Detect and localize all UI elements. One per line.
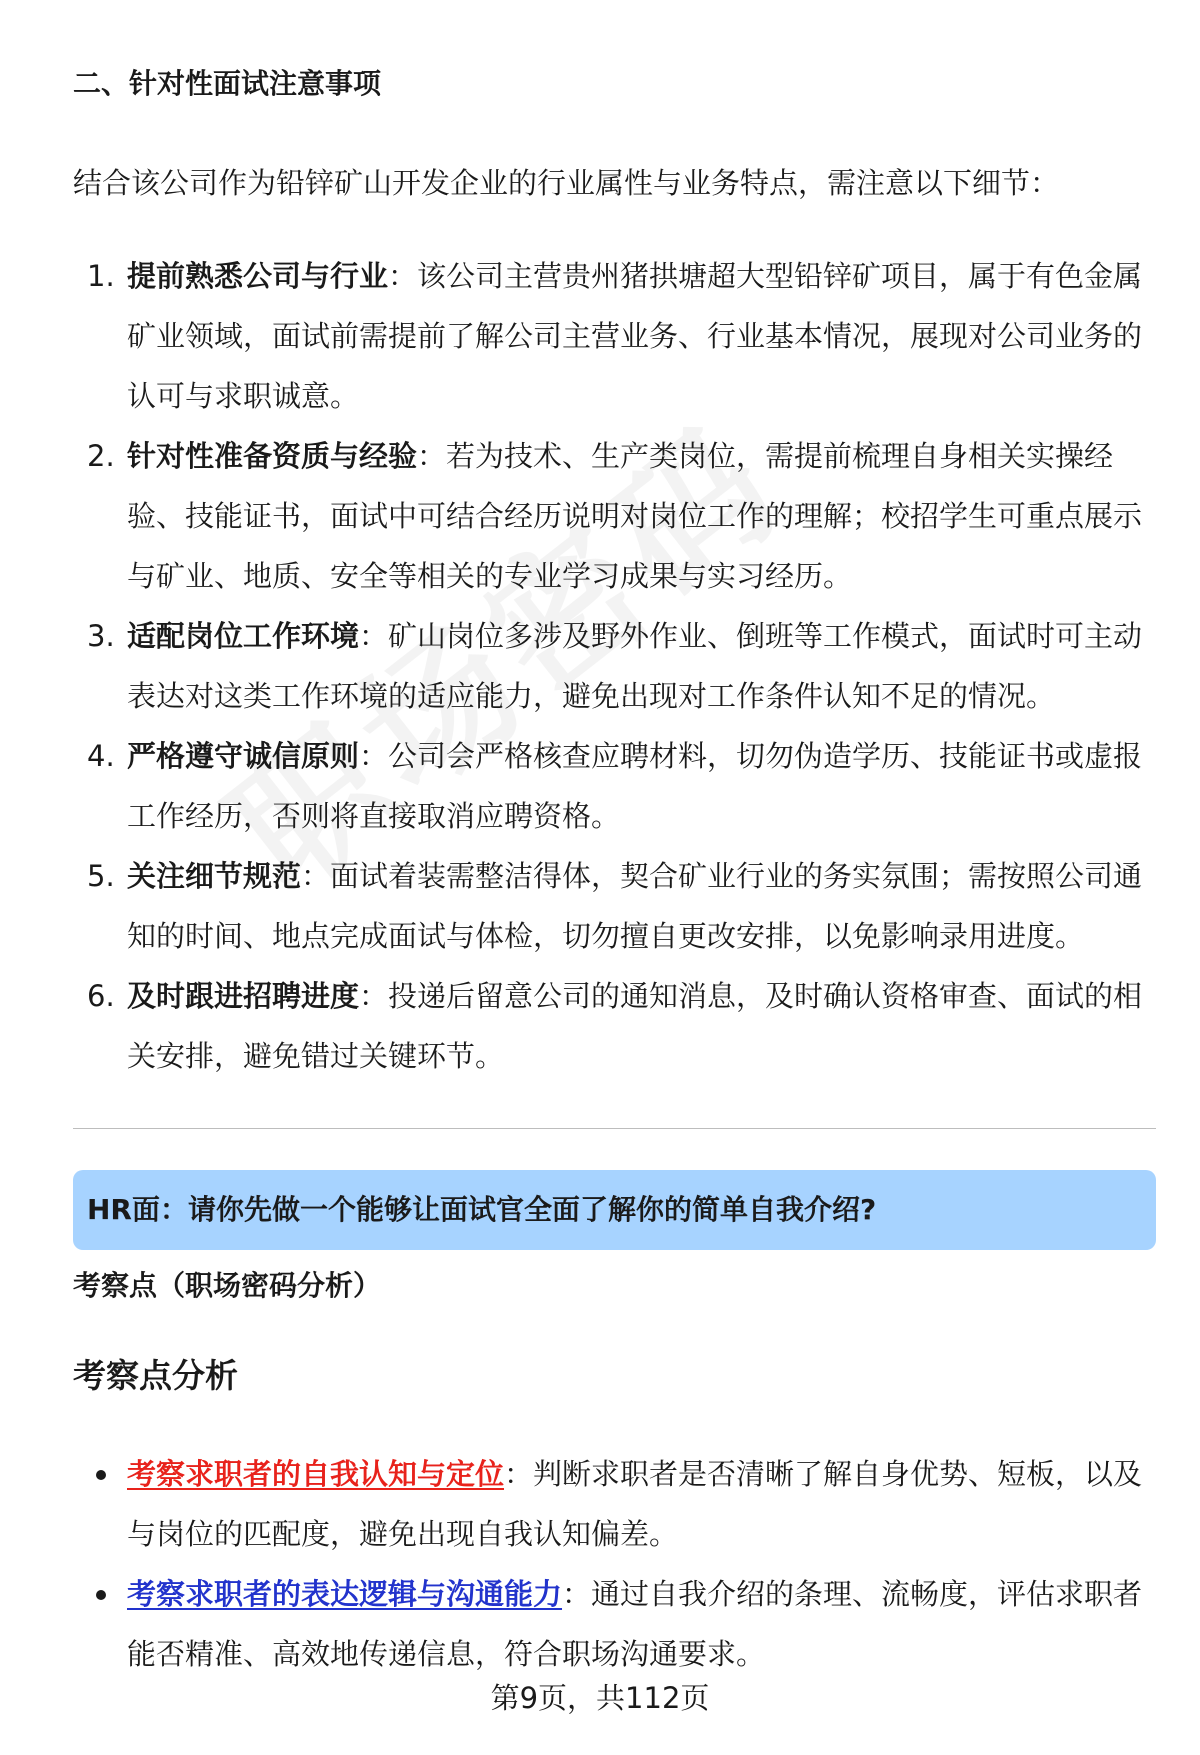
list-number: 4. [87, 739, 115, 773]
list-item [73, 606, 1148, 726]
bullet-text: ：通过自我介绍的条理、流畅度，评估求职者能否精准、高效地传递信息，符合职场沟通要求。 [127, 1577, 1143, 1671]
question-box [73, 1170, 1156, 1250]
bullet-link-title[interactable]: 考察求职者的表达逻辑与沟通能力 [127, 1577, 563, 1611]
sub-label: 考察点（职场密码分析） [73, 1269, 382, 1302]
list-item [73, 966, 1148, 1086]
list-item-text: ：矿山岗位多涉及野外作业、倒班等工作模式，面试时可主动表达对这类工作环境的适应能力，避免出现对工作条件认知不足的情况。 [127, 619, 1143, 713]
list-item-title: 适配岗位工作环境 [127, 619, 360, 653]
section-title: 二、针对性面试注意事项 [73, 67, 382, 100]
question-text: HR面：请你先做一个能够让面试官全面了解你的简单自我介绍? [87, 1193, 877, 1226]
list-item-title: 关注细节规范 [127, 859, 302, 893]
list-item-text: ：投递后留意公司的通知消息，及时确认资格审查、面试的相关安排，避免错过关键环节。 [127, 979, 1143, 1073]
list-number: 5. [87, 859, 115, 893]
list-item-text: ：该公司主营贵州猪拱塘超大型铅锌矿项目，属于有色金属矿业领域，面试前需提前了解公司主营业务、行业基本情况，展现对公司业务的认可与求职诚意。 [127, 259, 1143, 413]
list-item-title: 严格遵守诚信原则 [127, 739, 360, 773]
intro-paragraph: 结合该公司作为铅锌矿山开发企业的行业属性与业务特点，需注意以下细节： [73, 166, 1060, 200]
analysis-title: 考察点分析 [73, 1356, 238, 1395]
numbered-list [73, 246, 1148, 1086]
list-item-title: 及时跟进招聘进度 [127, 979, 360, 1013]
list-number: 6. [87, 979, 115, 1013]
list-item [73, 726, 1148, 846]
bullet-text: ：判断求职者是否清晰了解自身优势、短板，以及与岗位的匹配度，避免出现自我认知偏差。 [127, 1457, 1143, 1551]
list-item-title: 针对性准备资质与经验 [127, 439, 418, 473]
bullet-dot-icon [96, 1470, 106, 1480]
bullet-list [73, 1444, 1148, 1684]
page-footer: 第9页，共112页 [490, 1681, 710, 1715]
list-item-text: ：公司会严格核查应聘材料，切勿伪造学历、技能证书或虚报工作经历，否则将直接取消应聘资格。 [127, 739, 1143, 833]
bullet-item [73, 1444, 1148, 1564]
list-item [73, 426, 1148, 606]
list-item [73, 246, 1148, 426]
list-number: 2. [87, 439, 115, 473]
list-item-title: 提前熟悉公司与行业 [127, 259, 389, 293]
bullet-link-title[interactable]: 考察求职者的自我认知与定位 [127, 1457, 505, 1491]
list-number: 1. [87, 259, 115, 293]
section-divider [73, 1128, 1156, 1129]
list-item-text: ：若为技术、生产类岗位，需提前梳理自身相关实操经验、技能证书，面试中可结合经历说明对岗位工作的理解；校招学生可重点展示与矿业、地质、安全等相关的专业学习成果与实习经历。 [127, 439, 1143, 593]
list-item [73, 846, 1148, 966]
list-number: 3. [87, 619, 115, 653]
list-item-text: ：面试着装需整洁得体，契合矿业行业的务实氛围；需按照公司通知的时间、地点完成面试与体检，切勿擅自更改安排，以免影响录用进度。 [127, 859, 1143, 953]
bullet-item [73, 1564, 1148, 1684]
bullet-dot-icon [96, 1590, 106, 1600]
